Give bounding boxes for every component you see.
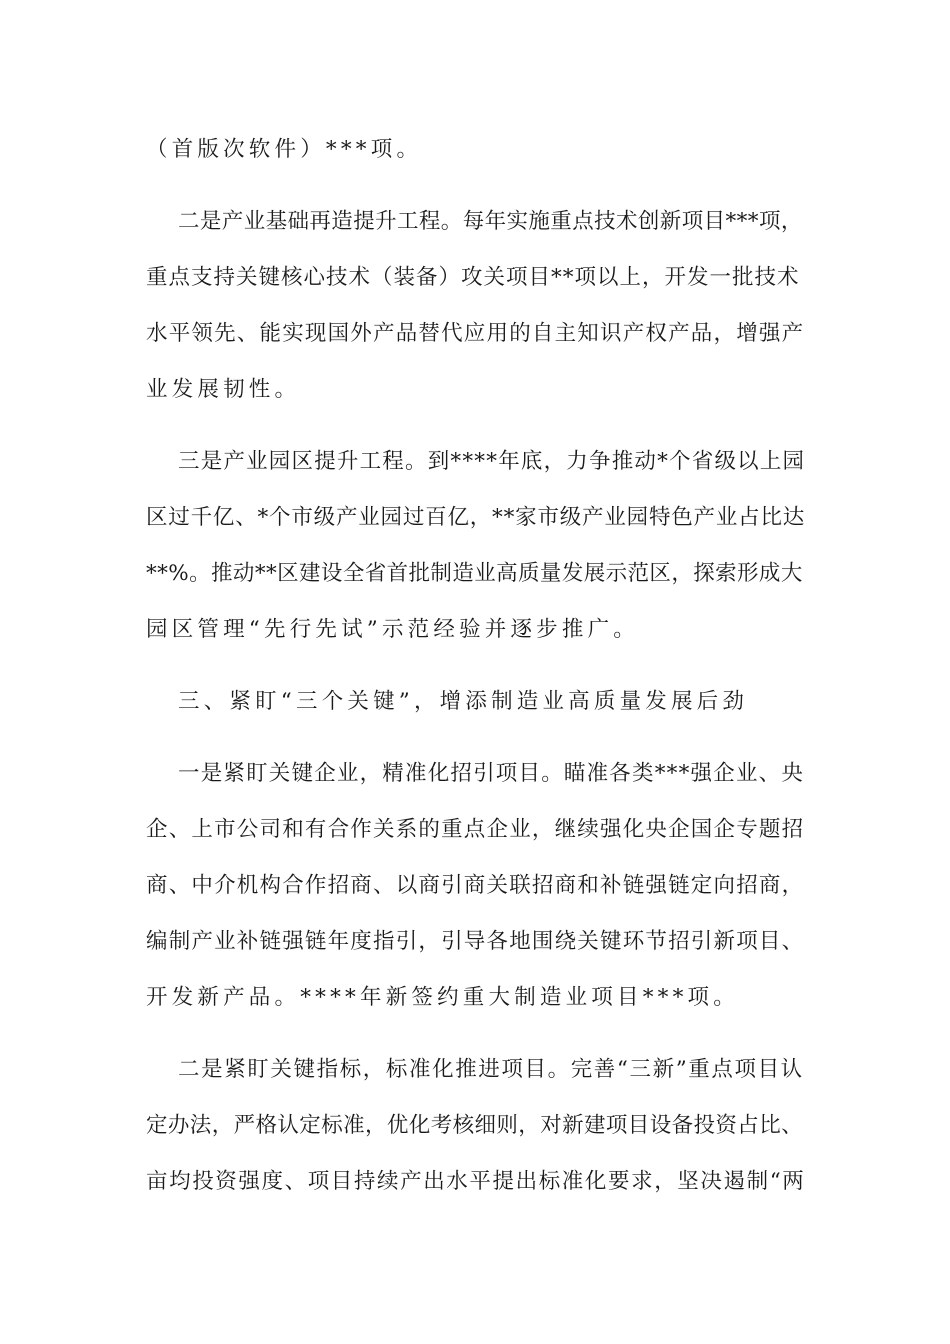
text-line: 二是紧盯关键指标，标准化推进项目。完善“三新”重点项目认 — [178, 1057, 804, 1082]
text-line: 商、中介机构合作招商、以商引商关联招商和补链强链定向招商， — [146, 873, 805, 898]
text-line: 亩均投资强度、项目持续产出水平提出标准化要求，坚决遏制“两 — [146, 1169, 806, 1194]
text-line: 编制产业补链强链年度指引，引导各地围绕关键环节招引新项目、 — [146, 929, 805, 954]
text-line: 二是产业基础再造提升工程。每年实施重点技术创新项目***项， — [178, 209, 803, 234]
text-line: 企、上市公司和有合作关系的重点企业，继续强化央企国企专题招 — [146, 817, 805, 842]
text-line: 区过千亿、*个市级产业园过百亿，**家市级产业园特色产业占比达 — [146, 505, 806, 530]
text-line: 三是产业园区提升工程。到****年底，力争推动*个省级以上园 — [178, 449, 806, 474]
text-line: 业发展韧性。 — [146, 377, 301, 402]
text-line: 园区管理“先行先试”示范经验并逐步推广。 — [146, 617, 639, 642]
section-heading: 三、紧盯“三个关键”，增添制造业高质量发展后劲 — [178, 689, 749, 714]
text-line: 开发新产品。****年新签约重大制造业项目***项。 — [146, 985, 739, 1010]
text-line: （首版次软件）***项。 — [146, 137, 423, 162]
text-line: 重点支持关键核心技术（装备）攻关项目**项以上，开发一批技术 — [146, 265, 800, 290]
text-line: 定办法，严格认定标准，优化考核细则，对新建项目设备投资占比、 — [146, 1113, 804, 1138]
text-line: 一是紧盯关键企业，精准化招引项目。瞄准各类***强企业、央 — [178, 761, 805, 786]
text-line: **%。推动**区建设全省首批制造业高质量发展示范区，探索形成大 — [146, 561, 803, 586]
text-line: 水平领先、能实现国外产品替代应用的自主知识产权产品，增强产 — [146, 321, 805, 346]
